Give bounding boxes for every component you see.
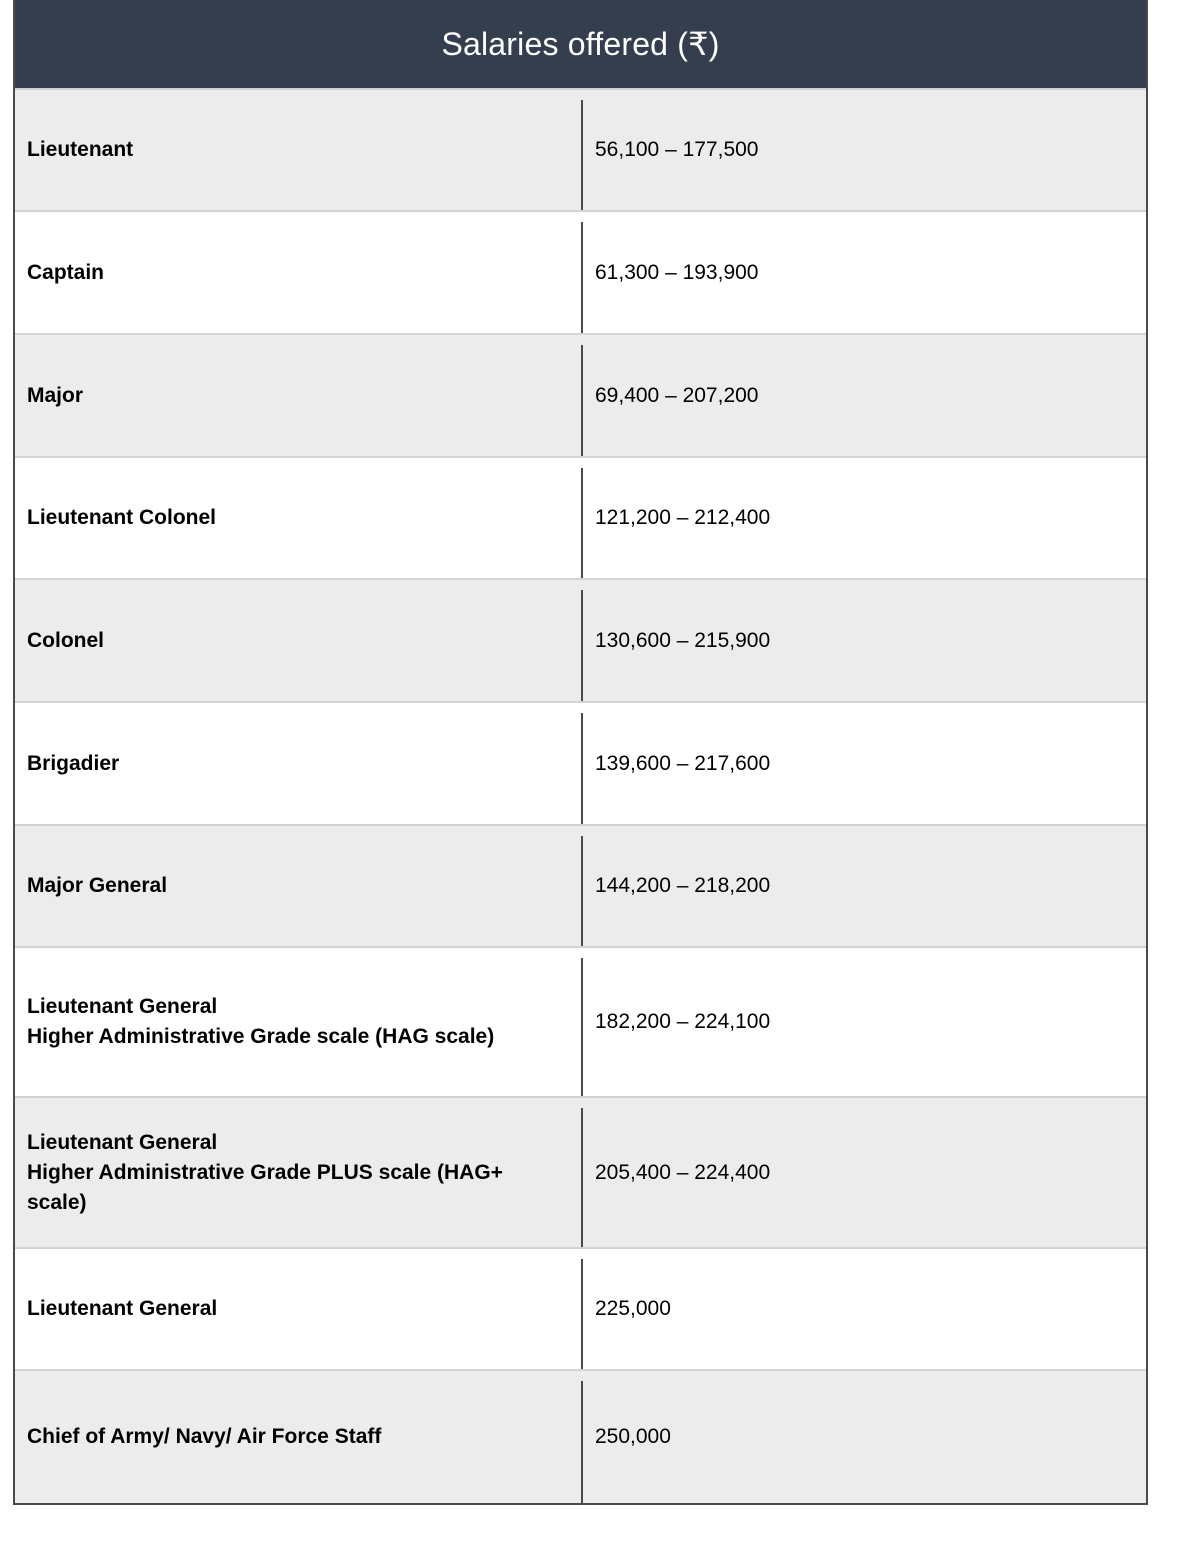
table-row — [15, 1096, 1146, 1247]
rank-label: Colonel — [27, 628, 104, 652]
rank-label: Lieutenant — [27, 138, 134, 161]
table-title: Salaries offered (₹) — [15, 0, 1146, 88]
salary-cell: 205,400 – 224,400 — [581, 1108, 1146, 1247]
rank-cell — [15, 212, 581, 333]
rank-cell — [15, 1098, 581, 1247]
rank-cell — [15, 826, 581, 946]
salary-cell: 182,200 – 224,100 — [581, 958, 1146, 1096]
table-row — [15, 210, 1146, 333]
salary-cell: 225,000 — [581, 1259, 1146, 1369]
table-row — [15, 1369, 1146, 1503]
rank-label: Captain — [27, 260, 105, 284]
rank-cell — [15, 1371, 581, 1503]
rank-cell — [15, 703, 581, 824]
salary-cell: 61,300 – 193,900 — [581, 222, 1146, 333]
rank-label: Lieutenant General — [27, 1297, 218, 1320]
table-row — [15, 824, 1146, 946]
table-row — [15, 88, 1146, 210]
salary-table — [13, 0, 1148, 1505]
rank-label: Lieutenant Colonel — [27, 506, 216, 529]
table-row — [15, 578, 1146, 701]
rank-label: Lieutenant General Higher Administrative Grade PLUS scale (HAG+ scale) — [27, 1130, 503, 1214]
rank-label: Brigadier — [27, 751, 120, 775]
rank-cell — [15, 458, 581, 578]
salary-cell: 56,100 – 177,500 — [581, 100, 1146, 210]
salary-cell: 139,600 – 217,600 — [581, 713, 1146, 824]
rank-label: Chief of Army/ Navy/ Air Force Staff — [27, 1425, 382, 1448]
table-row — [15, 701, 1146, 824]
rank-cell — [15, 1249, 581, 1369]
table-row — [15, 946, 1146, 1096]
rank-label: Major General — [27, 874, 168, 897]
table-row — [15, 333, 1146, 456]
salary-cell: 121,200 – 212,400 — [581, 468, 1146, 578]
salary-cell: 130,600 – 215,900 — [581, 590, 1146, 701]
rank-cell — [15, 90, 581, 210]
rank-label: Major — [27, 383, 84, 407]
rank-cell — [15, 580, 581, 701]
salary-cell: 144,200 – 218,200 — [581, 836, 1146, 946]
rank-cell — [15, 948, 581, 1096]
table-row — [15, 1247, 1146, 1369]
rank-label: Lieutenant General Higher Administrative Grade scale (HAG scale) — [27, 995, 495, 1048]
salary-cell: 69,400 – 207,200 — [581, 345, 1146, 456]
salary-cell: 250,000 — [581, 1381, 1146, 1503]
rank-cell — [15, 335, 581, 456]
table-row — [15, 456, 1146, 578]
